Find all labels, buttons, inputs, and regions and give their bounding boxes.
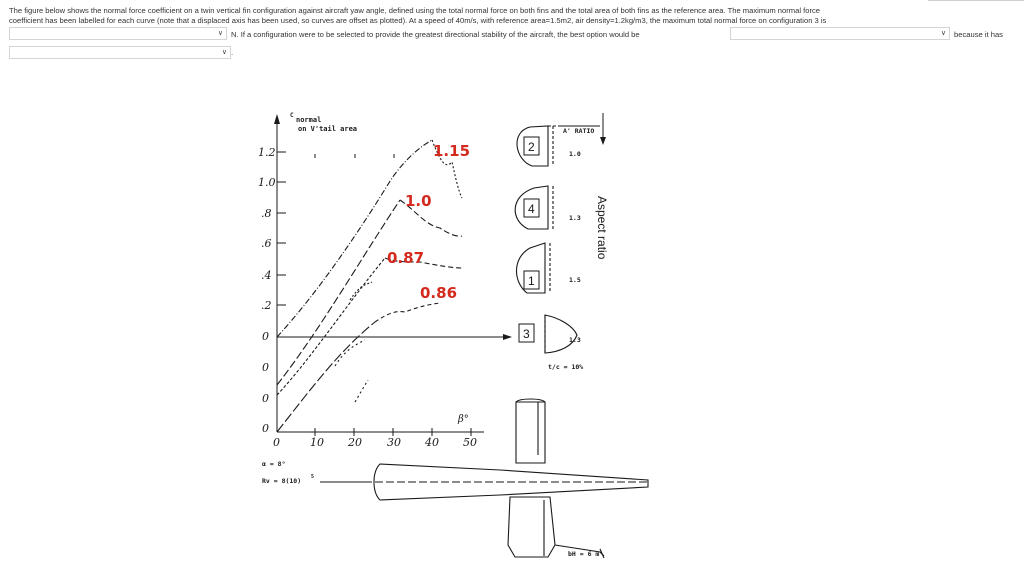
y-tick-label: 1.0 — [258, 176, 276, 189]
chevron-down-icon: ∨ — [940, 30, 946, 37]
question-line-1: The figure below shows the normal force coefficient on a twin vertical fin configuration against aircraft yaw angle, defined using the total normal force on both fins and the total area of both fins as the reference area. The maximum normal force — [9, 6, 821, 15]
chevron-down-icon: ∨ — [221, 49, 227, 56]
aspect-ratio-value: 1.5 — [569, 276, 581, 284]
y-tick-label: 0 — [262, 392, 269, 405]
question-line-2: coefficient has been labelled for each curve (note that a displaced axis has been used, so curves are offset as plotted). At a speed of 40m/s, with reference area=1.5m2, air density=1.2kg/m3, the maximum total normal force on configuration 3 is — [9, 15, 827, 25]
max-label-config-3: 0.86 — [420, 284, 458, 302]
y-tick-label: 0 — [262, 361, 269, 374]
aspect-ratio-side-label: Aspect ratio — [595, 196, 609, 260]
displaced-axis-arrow — [503, 334, 512, 340]
x-tick-label: 50 — [463, 436, 477, 449]
question-line-3: N. If a configuration were to be selected to provide the greatest directional stability of the aircraft, the best option would be — [231, 30, 640, 39]
aspect-ratio-header: A' RATIO — [563, 127, 595, 135]
config-number: 2 — [528, 140, 535, 154]
alpha-note: α = 8° — [262, 460, 286, 468]
curve-config-3 — [277, 322, 375, 432]
y-axis-arrow — [274, 114, 280, 124]
y-tick-label: .4 — [261, 269, 272, 282]
max-label-config-2: 1.15 — [433, 142, 471, 160]
reynolds-note: Rv = 8(10) — [262, 477, 302, 485]
y-tick-label: 1.2 — [258, 146, 276, 159]
y-tick-label: .2 — [261, 299, 272, 312]
y-tick-label: .8 — [261, 207, 272, 220]
aspect-ratio-value: 1.0 — [569, 150, 581, 158]
reynolds-exponent: 5 — [311, 474, 315, 480]
y-axis-label-sub: normal — [296, 116, 322, 124]
fin-shape-config-3 — [545, 315, 577, 353]
aircraft-planform — [374, 399, 648, 558]
curve-config-3-stall — [375, 303, 440, 322]
period-text: . — [231, 48, 234, 57]
question-line-3-tail: because it has — [954, 30, 1003, 39]
y-axis-label-area: on V'tail area — [298, 125, 358, 133]
aspect-ratio-value: 1.3 — [569, 336, 581, 344]
chevron-down-icon: ∨ — [217, 30, 223, 37]
y-tick-label: 0 — [262, 422, 269, 435]
y-tick-label: .6 — [261, 237, 272, 250]
x-tick-label: 30 — [387, 436, 401, 449]
x-tick-label: 10 — [310, 436, 324, 449]
x-tick-label: 20 — [348, 436, 362, 449]
aspect-ratio-value: 1.3 — [569, 214, 581, 222]
config-number: 3 — [523, 327, 530, 341]
config-number: 4 — [528, 202, 535, 216]
y-axis-label-c: C — [290, 112, 294, 119]
max-label-config-4: 1.0 — [405, 192, 432, 210]
upper-tail-outline — [516, 402, 545, 463]
x-tick-label: 40 — [425, 436, 439, 449]
thickness-note: t/c = 10% — [548, 363, 584, 371]
x-axis-label: β° — [458, 414, 469, 425]
config-number: 1 — [528, 274, 535, 288]
x-tick-label: 0 — [273, 436, 280, 449]
curve-config-2 — [277, 140, 432, 337]
span-note: bH = 6 m — [568, 550, 600, 558]
wing-outline — [508, 497, 555, 557]
max-label-config-1: 0.87 — [387, 249, 425, 267]
y-tick-label: 0 — [262, 330, 269, 343]
